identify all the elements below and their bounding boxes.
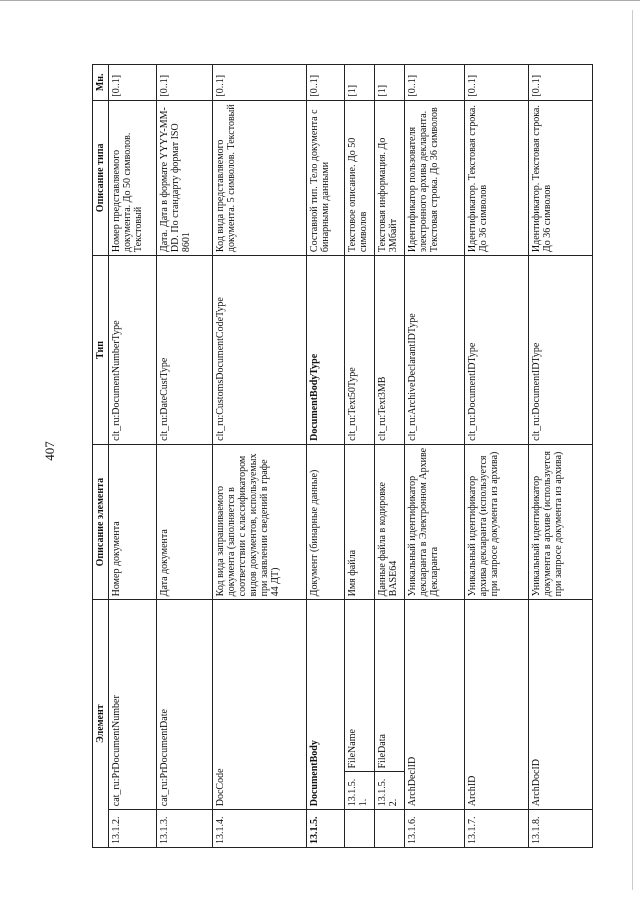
header-mult: Мн. bbox=[93, 65, 109, 101]
table-row bbox=[213, 65, 307, 848]
multiplicity: [0..1] bbox=[109, 65, 157, 101]
type-name: clt_ru:CustomsDocumentCodeType bbox=[213, 256, 307, 445]
row-number bbox=[345, 810, 375, 848]
type-description: Текстовая информация. До 3Мбайт bbox=[375, 100, 405, 255]
table-header-row bbox=[93, 65, 109, 848]
element-description: Номер документа bbox=[109, 444, 157, 599]
element-description: Дата документа bbox=[157, 444, 213, 599]
element-name: ArchID bbox=[465, 600, 529, 810]
element-name: ArchDocID bbox=[529, 600, 593, 810]
type-description: Составной тип. Тело документа с бинарными данными bbox=[307, 100, 345, 255]
type-name: clt_ru:DocumentNumberType bbox=[109, 256, 157, 445]
top-rule bbox=[0, 0, 640, 1]
element-description: Уникальный идентификатор декларанта в Электронном Архиве Декларанта bbox=[405, 444, 465, 599]
header-element-desc: Описание элемента bbox=[93, 444, 109, 599]
element-name: FileData bbox=[375, 600, 405, 772]
type-description: Дата. Дата в формате YYYY-MM-DD. По стандарту формат ISO 8601 bbox=[157, 100, 213, 255]
header-element: Элемент bbox=[93, 600, 109, 848]
table-row bbox=[529, 65, 593, 848]
rotated-table-container bbox=[92, 64, 564, 848]
multiplicity: [1] bbox=[345, 65, 375, 101]
element-name: cat_ru:PrDocumentNumber bbox=[109, 600, 157, 810]
element-name: DocumentBody bbox=[307, 600, 345, 810]
element-description: Документ (бинарные данные) bbox=[307, 444, 345, 599]
element-name: FileName bbox=[345, 600, 375, 772]
multiplicity: [0..1] bbox=[157, 65, 213, 101]
element-description: Данные файла в кодировке BASE64 bbox=[375, 444, 405, 599]
table-row bbox=[405, 65, 465, 848]
type-name: clt_ru:DocumentIDType bbox=[529, 256, 593, 445]
header-type: Тип bbox=[93, 256, 109, 445]
type-description: Идентификатор. Текстовая строка. До 36 символов bbox=[529, 100, 593, 255]
multiplicity: [0..1] bbox=[405, 65, 465, 101]
element-description: Уникальный идентификатор архива декларанта (используется при запросе документа из архива) bbox=[465, 444, 529, 599]
type-description: Идентификатор. Текстовая строка. До 36 символов bbox=[465, 100, 529, 255]
multiplicity: [0..1] bbox=[307, 65, 345, 101]
elements-table bbox=[92, 64, 593, 848]
row-number: 13.1.4. bbox=[213, 810, 307, 848]
row-subnumber: 13.1.5.1. bbox=[345, 772, 375, 810]
page-number: 407 bbox=[41, 441, 57, 461]
type-name: clt_ru:Text3MB bbox=[375, 256, 405, 445]
multiplicity: [0..1] bbox=[529, 65, 593, 101]
type-name: clt_ru:DateCustType bbox=[157, 256, 213, 445]
table-row bbox=[157, 65, 213, 848]
type-description: Идентификатор пользователя электронного архива декларанта. Текстовая строка. До 36 символов bbox=[405, 100, 465, 255]
table-row bbox=[375, 65, 405, 848]
type-name: clt_ru:ArchiveDeclarantIDType bbox=[405, 256, 465, 445]
element-name: ArchDeclID bbox=[405, 600, 465, 810]
multiplicity: [0..1] bbox=[213, 65, 307, 101]
type-description: Номер представляемого документа. До 50 символов. Текстовый bbox=[109, 100, 157, 255]
table-row bbox=[307, 65, 345, 848]
element-name: cat_ru:PrDocumentDate bbox=[157, 600, 213, 810]
row-subnumber: 13.1.5.2. bbox=[375, 772, 405, 810]
table-row bbox=[465, 65, 529, 848]
type-name: clt_ru:Text50Type bbox=[345, 256, 375, 445]
multiplicity: [1] bbox=[375, 65, 405, 101]
type-description: Код вида представляемого документа. 5 символов. Текстовый bbox=[213, 100, 307, 255]
row-number bbox=[375, 810, 405, 848]
element-description: Уникальный идентификатор документа в архиве (используется при запросе документа из архива) bbox=[529, 444, 593, 599]
row-number: 13.1.2. bbox=[109, 810, 157, 848]
element-name: DocCode bbox=[213, 600, 307, 810]
table-row bbox=[345, 65, 375, 848]
row-number: 13.1.3. bbox=[157, 810, 213, 848]
row-number: 13.1.6. bbox=[405, 810, 465, 848]
row-number: 13.1.7. bbox=[465, 810, 529, 848]
type-description: Текстовое описание. До 50 символов bbox=[345, 100, 375, 255]
type-name: clt_ru:DocumentIDType bbox=[465, 256, 529, 445]
page-edge bbox=[632, 10, 633, 890]
multiplicity: [0..1] bbox=[465, 65, 529, 101]
element-description: Имя файла bbox=[345, 444, 375, 599]
element-description: Код вида запрашиваемого документа (заполняется в соответствии с классификатором видов документов, используемых при заявлении сведений в графе 44 ДТ) bbox=[213, 444, 307, 599]
header-type-desc: Описание типа bbox=[93, 100, 109, 255]
table-row bbox=[109, 65, 157, 848]
row-number: 13.1.5. bbox=[307, 810, 345, 848]
type-name: DocumentBodyType bbox=[307, 256, 345, 445]
row-number: 13.1.8. bbox=[529, 810, 593, 848]
